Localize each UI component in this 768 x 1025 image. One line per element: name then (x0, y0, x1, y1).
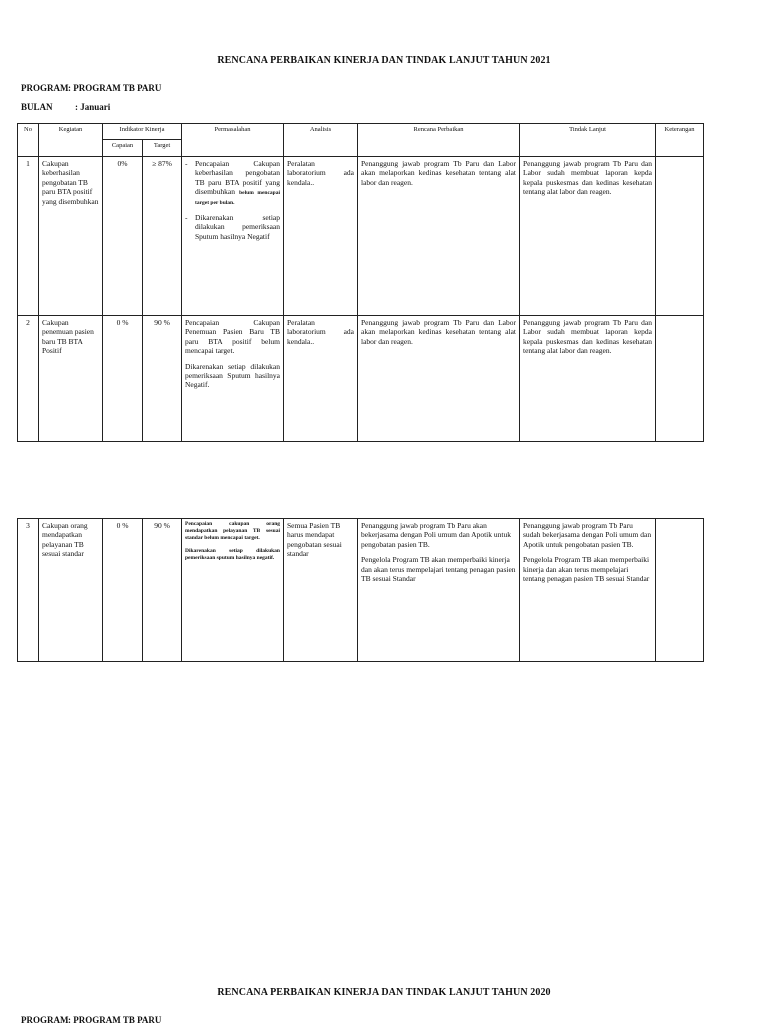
month-label: BULAN (21, 102, 53, 112)
cell-capaian: 0 % (103, 519, 143, 662)
cell-capaian: 0 % (103, 316, 143, 442)
problem-text: Pencapaian cakupan orang mendapatkan pelayanan TB sesuai standar belum mencapai target. (185, 521, 280, 541)
month-value: : Januari (75, 102, 111, 112)
header-keterangan: Keterangan (656, 124, 704, 157)
problem-text: Dikarenakan setiap dilakukan pemeriksaan Sputum hasilnya Negatif (195, 212, 281, 241)
document-title-2020: RENCANA PERBAIKAN KINERJA DAN TINDAK LANJUT TAHUN 2020 (217, 987, 551, 998)
cell-no: 1 (18, 157, 39, 316)
problem-text: Pencapaian Cakupan keberhasilan pengobatan TB paru BTA positif yang disembuhkan (195, 159, 281, 197)
cell-tindak: Penanggung jawab program Tb Paru dan Labor sudah membuat laporan kepda kepala puskesmas dan kedinas kesehatan tentang alat labor dan reagen. (520, 316, 656, 442)
problem-item (185, 159, 280, 207)
cell-kegiatan: Cakupan keberhasilan pengobatan TB paru BTA positif yang disembuhkan (39, 157, 103, 316)
cell-kegiatan: Cakupan penemuan pasien baru TB BTA Positif (39, 316, 103, 442)
followup-text: Penanggung jawab program Tb Paru sudah bekerjasama dengan Poli umum dan Apotik untuk pengobatan pasien TB. (523, 521, 652, 549)
program-label: PROGRAM (21, 1015, 69, 1025)
header-no: No (18, 124, 39, 157)
cell-analisis: Peralatan laboratorium ada kendala.. (284, 316, 358, 442)
program-label: PROGRAM (21, 83, 69, 93)
cell-no: 3 (18, 519, 39, 662)
header-tindak: Tindak Lanjut (520, 124, 656, 157)
cell-keterangan (656, 519, 704, 662)
header-analisis: Analisis (284, 124, 358, 157)
cell-tindak: Penanggung jawab program Tb Paru dan Labor sudah membuat laporan kepda kepala puskesmas dan kedinas kesehatan tentang alat labor dan reagen. (520, 157, 656, 316)
header-target: Target (143, 140, 182, 157)
cell-capaian: 0% (103, 157, 143, 316)
cell-target: ≥ 87% (143, 157, 182, 316)
problem-item (185, 213, 280, 241)
program-value: : PROGRAM TB PARU (68, 1015, 162, 1025)
header-permasalahan: Permasalahan (182, 124, 284, 157)
problem-text: Dikarenakan setiap dilakukan pemeriksaan Sputum hasilnya Negatif. (185, 361, 281, 390)
table-header-row (18, 124, 704, 140)
problem-text: Dikarenakan setiap dilakukan pemeriksaan sputum hasilnya negatif. (185, 547, 280, 561)
program-line (21, 83, 161, 93)
table-row (18, 519, 704, 662)
cell-analisis: Semua Pasien TB harus mendapat pengobatan sesuai standar (284, 519, 358, 662)
cell-permasalahan (182, 157, 284, 316)
cell-no: 2 (18, 316, 39, 442)
plan-text: Pengelola Program TB akan memperbaiki kinerja dan akan terus mempelajari tentang penagan pasien TB sesuai Standar (361, 555, 516, 583)
dash-marker: - (185, 212, 188, 222)
cell-rencana: Penanggung jawab program Tb Paru dan Labor akan melaporkan kedinas kesehatan tentang alat labor dan reagen. (358, 316, 520, 442)
cell-kegiatan: Cakupan orang mendapatkan pelayanan TB sesuai standar (39, 519, 103, 662)
plan-text: Penanggung jawab program Tb Paru akan bekerjasama dengan Poli umum dan Apotik untuk pengobatan pasien TB. (361, 521, 511, 549)
program-value: : PROGRAM TB PARU (68, 83, 162, 93)
cell-rencana (358, 519, 520, 662)
header-rencana: Rencana Perbaikan (358, 124, 520, 157)
table-row (18, 316, 704, 442)
dash-marker: - (185, 159, 188, 168)
performance-table (17, 123, 704, 442)
cell-permasalahan (182, 519, 284, 662)
cell-tindak (520, 519, 656, 662)
cell-rencana: Penanggung jawab program Tb Paru dan Labor akan melaporkan kedinas kesehatan tentang alat labor dan reagen. (358, 157, 520, 316)
cell-target: 90 % (143, 519, 182, 662)
performance-table-continued (17, 518, 704, 662)
header-capaian: Capaian (103, 140, 143, 157)
table-row (18, 157, 704, 316)
problem-text: Pencapaian Cakupan Penemuan Pasien Baru TB paru BTA positif belum mencapai target. (185, 318, 281, 356)
problem-note: belum mencapai target per bulan. (195, 190, 281, 206)
cell-keterangan (656, 316, 704, 442)
document-title-2021: RENCANA PERBAIKAN KINERJA DAN TINDAK LANJUT TAHUN 2021 (217, 55, 551, 66)
cell-keterangan (656, 157, 704, 316)
month-line (21, 102, 110, 112)
cell-target: 90 % (143, 316, 182, 442)
header-kegiatan: Kegiatan (39, 124, 103, 157)
followup-text: Pengelola Program TB akan memperbaiki kinerja dan akan terus mempelajari tentang penagan pasien TB sesuai Standar (523, 555, 650, 583)
header-indikator: Indikator Kinerja (103, 124, 182, 140)
cell-analisis: Peralatan laboratorium ada kendala.. (284, 157, 358, 316)
cell-permasalahan (182, 316, 284, 442)
